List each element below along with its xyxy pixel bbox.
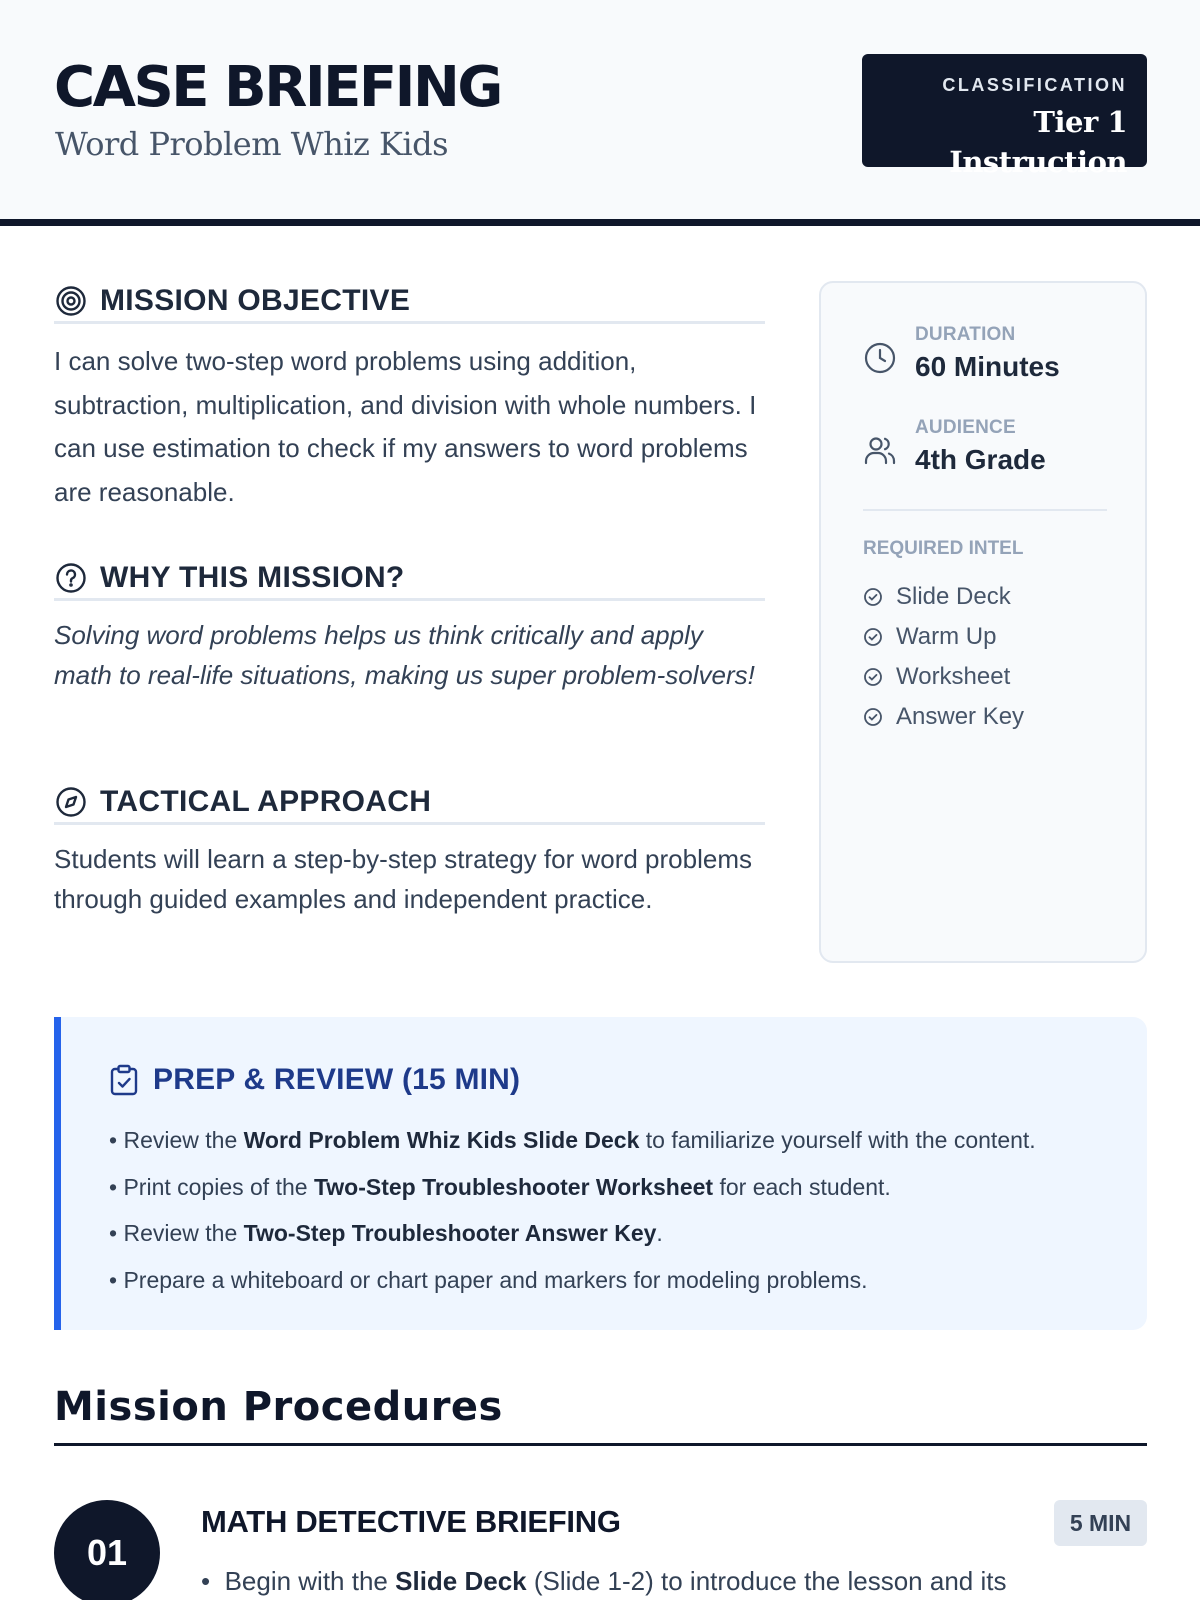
section-heading bbox=[54, 785, 765, 825]
section-body: Students will learn a step-by-step strategy for word problems through guided examples and independent practice. bbox=[54, 844, 752, 914]
step-title: MATH DETECTIVE BRIEFING bbox=[201, 1504, 621, 1539]
section-heading bbox=[54, 561, 765, 601]
page-subtitle: Word Problem Whiz Kids bbox=[55, 125, 449, 163]
question-circle-icon bbox=[54, 561, 88, 595]
intel-item-label: Warm Up bbox=[896, 623, 997, 650]
section-body: I can solve two-step word problems using addition, subtraction, multiplication, and division with whole numbers. I can use estimation to check if my answers to word problems are reasonable. bbox=[54, 346, 757, 507]
duration-value: 60 Minutes bbox=[915, 351, 1060, 382]
target-icon bbox=[54, 284, 88, 318]
prep-list bbox=[109, 1117, 1036, 1303]
check-circle-icon bbox=[863, 707, 883, 727]
mission-info-card bbox=[819, 281, 1147, 963]
briefing-header bbox=[0, 0, 1200, 226]
section-title: MISSION OBJECTIVE bbox=[100, 283, 411, 317]
step-item-list bbox=[201, 1563, 1006, 1599]
required-intel-label: REQUIRED INTEL bbox=[863, 538, 1024, 559]
intel-item-label: Slide Deck bbox=[896, 583, 1011, 610]
procedures-divider bbox=[54, 1443, 1147, 1446]
info-divider bbox=[863, 509, 1107, 511]
section-title: WHY THIS MISSION? bbox=[100, 560, 405, 594]
why-mission-section bbox=[54, 561, 765, 695]
intel-item bbox=[863, 577, 1024, 617]
check-circle-icon bbox=[863, 587, 883, 607]
section-heading bbox=[54, 284, 765, 324]
prep-title: PREP & REVIEW (15 MIN) bbox=[153, 1063, 521, 1096]
prep-item: • Print copies of the Two-Step Troubleshooter Worksheet for each student. bbox=[109, 1173, 891, 1200]
mission-objective-section bbox=[54, 284, 765, 514]
audience-value: 4th Grade bbox=[915, 444, 1046, 475]
intel-item bbox=[863, 697, 1024, 737]
classification-value: Tier 1 Instruction bbox=[949, 105, 1127, 179]
compass-icon bbox=[54, 785, 88, 819]
classification-badge bbox=[862, 54, 1147, 179]
check-circle-icon bbox=[863, 667, 883, 687]
procedures-heading: Mission Procedures bbox=[54, 1384, 503, 1430]
prep-item: • Review the Word Problem Whiz Kids Slide Deck to familiarize yourself with the content. bbox=[109, 1127, 1036, 1153]
prep-heading bbox=[109, 1063, 520, 1097]
section-body: Solving word problems helps us think critically and apply math to real-life situations, making us super problem-solvers! bbox=[54, 620, 755, 690]
prep-item: • Review the Two-Step Troubleshooter Answer Key. bbox=[109, 1220, 663, 1246]
section-title: TACTICAL APPROACH bbox=[100, 784, 432, 818]
duration-label: DURATION bbox=[915, 324, 1016, 345]
intel-item-label: Worksheet bbox=[896, 663, 1011, 690]
intel-item bbox=[863, 617, 1024, 657]
required-intel-list bbox=[863, 577, 1024, 737]
clock-icon bbox=[863, 341, 897, 375]
step-item: • Begin with the Slide Deck (Slide 1-2) to introduce the lesson and its bbox=[201, 1566, 1007, 1596]
tactical-approach-section bbox=[54, 785, 765, 919]
intel-item-label: Answer Key bbox=[896, 703, 1025, 730]
audience-label: AUDIENCE bbox=[915, 417, 1016, 438]
intel-item bbox=[863, 657, 1024, 697]
prep-review-box bbox=[54, 1017, 1147, 1330]
classification-label: CLASSIFICATION bbox=[942, 75, 1127, 95]
clipboard-check-icon bbox=[109, 1064, 139, 1096]
step-number-badge: 01 bbox=[54, 1500, 160, 1600]
users-icon bbox=[863, 434, 897, 468]
check-circle-icon bbox=[863, 627, 883, 647]
duration-row bbox=[863, 323, 1060, 385]
prep-item: • Prepare a whiteboard or chart paper and markers for modeling problems. bbox=[109, 1266, 868, 1293]
audience-row bbox=[863, 416, 1046, 478]
step-duration-badge: 5 MIN bbox=[1054, 1500, 1147, 1546]
page-title: CASE BRIEFING bbox=[54, 55, 501, 120]
